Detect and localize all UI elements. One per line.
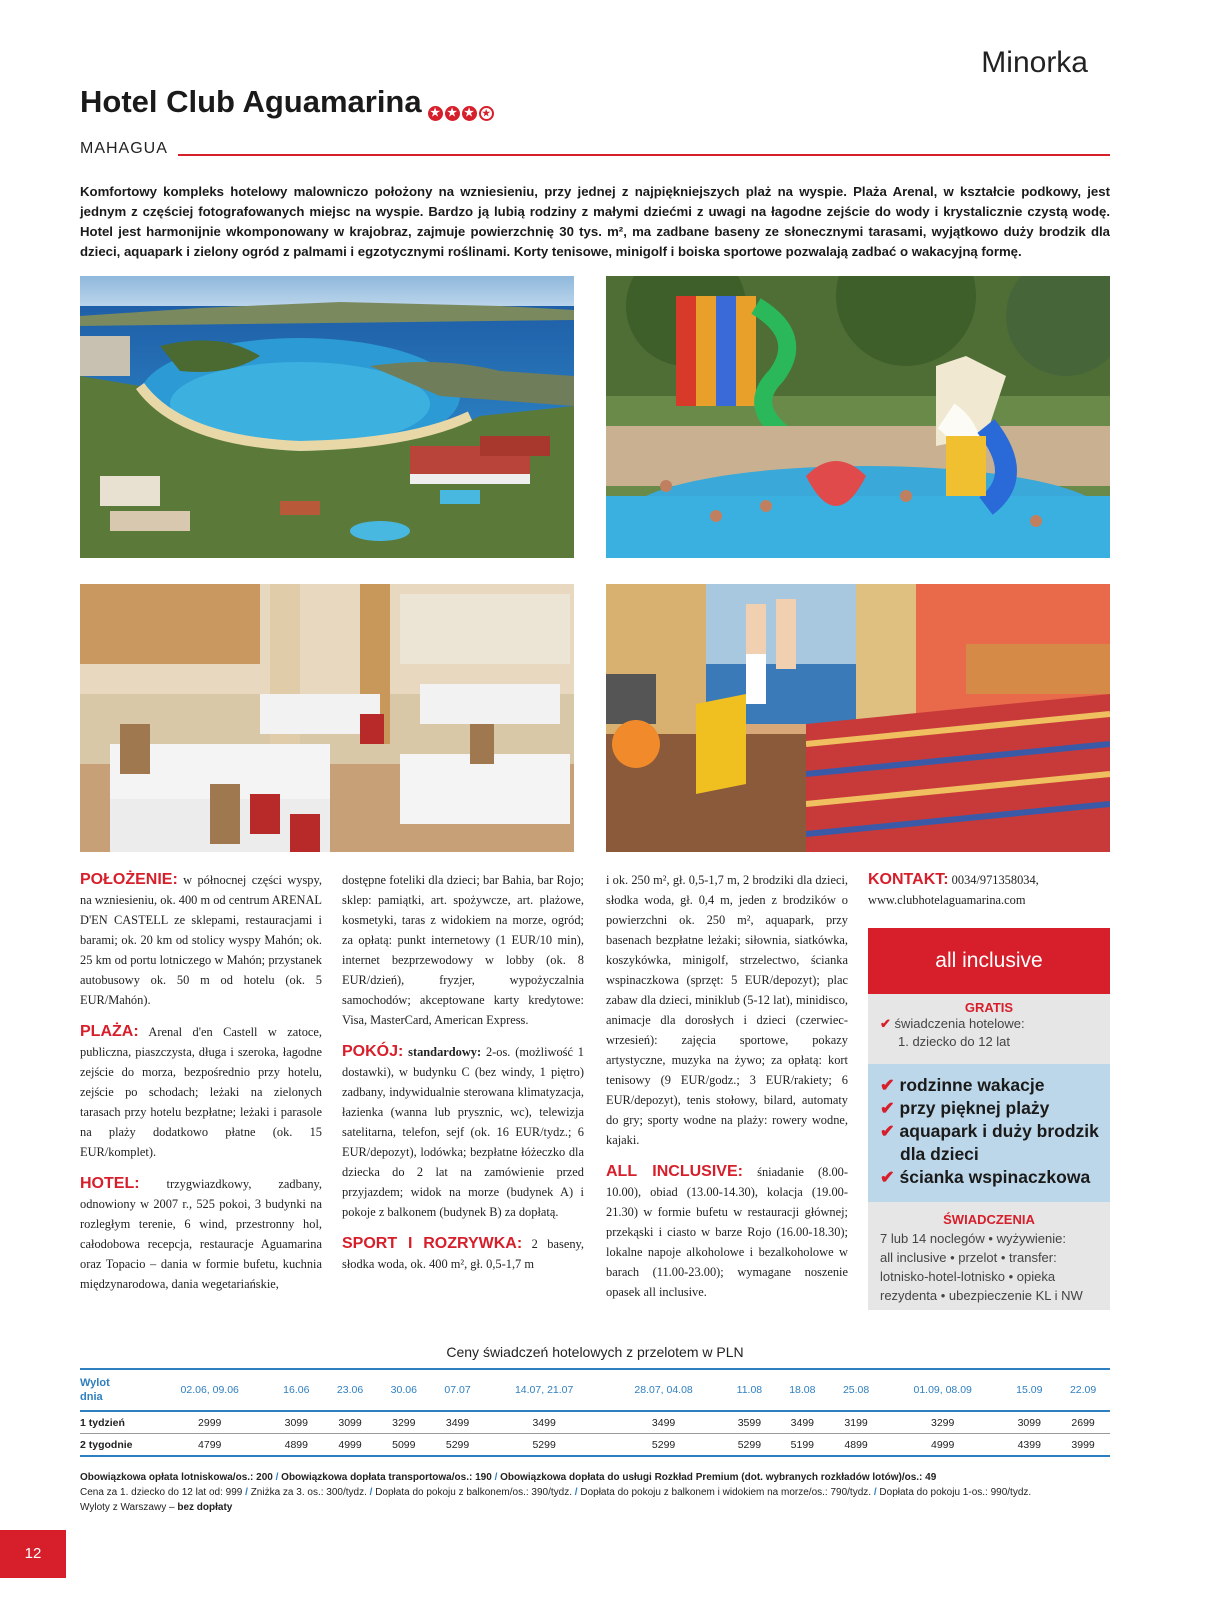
check-icon: ✔ (880, 1098, 895, 1118)
services-line: rezydenta • ubezpieczenie KL i NW (880, 1288, 1083, 1303)
date-cell: 23.06 (323, 1369, 377, 1411)
price-cell: 3599 (723, 1411, 775, 1434)
price-cell: 3499 (431, 1411, 485, 1434)
sport-section-cont: i ok. 250 m², gł. 0,5-1,7 m, 2 brodziki dla dzieci, słodka woda, gł. 0,4 m, jeden z brodzików o powierzchni ok. 250 m², aquapark, przy basenach bezpłatne leżaki; siłownia, siatkówka, koszykówka, minigolf, strzelectwo, ścianka wspinaczkowa (sprzęt: 5 EUR/depozyt); plac zabaw dla dzieci, miniklub (5-12 lat), minidisco, animacje dla dorosłych i dzieci (czerwiec-wrzesień): zajęcia sportowe, pokazy artystyczne, muzyka na żywo; za opłatą: kort tenisowy (9 EUR/godz.; 3 EUR/rakiety; 6 EUR/depozyt), tenis stołowy, bilard, automaty do gry; sporty wodne na plaży: rowery wodne, kajaki. (606, 873, 848, 1147)
date-cell: 18.08 (775, 1369, 829, 1411)
price-cell: 5299 (484, 1434, 603, 1457)
feature-item: ✔ ścianka wspinaczkowa (880, 1167, 1091, 1187)
hotel-continued: dostępne foteliki dla dzieci; bar Bahia, bar Rojo; sklep: pamiątki, art. spożywcze, art. plażowe, kosmetyki, taras z widokiem na morze, ogród; za opłatą: punkt internetowy (1 EUR/10 min), internet bezprzewodowy w lobby (ok. 8 EUR/dzień), fryzjer, wypożyczalnia samochodów; akceptowane karty kredytowe: Visa, MasterCard, American Express. (342, 873, 584, 1027)
price-cell: 4399 (1002, 1434, 1056, 1457)
price-cell: 5299 (604, 1434, 723, 1457)
price-cell: 3499 (484, 1411, 603, 1434)
price-table-title: Ceny świadczeń hotelowych z przelotem w PLN (446, 1344, 744, 1360)
date-cell: 16.06 (269, 1369, 323, 1411)
date-cell: 14.07, 21.07 (484, 1369, 603, 1411)
room-subheading: standardowy: (403, 1045, 482, 1059)
price-cell: 5099 (377, 1434, 431, 1457)
allinclusive-text: śniadanie (8.00-10.00), obiad (13.00-14.30), kolacja (19.00-21.30) w formie bufetu w restauracji głównej; przekąski i ciasto w barze Rojo (16.00-18.30); lokalne napoje alkoholowe i bezalkoholowe w barach (11.00-23.00); wymagane noszenie opasek all inclusive. (606, 1165, 848, 1299)
sport-section-start (342, 1234, 584, 1274)
restaurant-photo (80, 584, 574, 852)
feature-item: ✔ aquapark i duży brodzik (880, 1121, 1099, 1141)
beach-heading: PLAŻA: (80, 1023, 139, 1040)
date-cell: 11.08 (723, 1369, 775, 1411)
date-cell: 22.09 (1056, 1369, 1110, 1411)
contact-heading: KONTAKT: (868, 871, 949, 888)
price-cell: 5299 (431, 1434, 485, 1457)
price-cell: 5299 (723, 1434, 775, 1457)
location-heading: POŁOŻENIE: (80, 871, 178, 888)
location-text: w północnej części wyspy, na wzniesieniu, ok. 400 m od centrum ARENAL D'EN CASTELL ze sklepami, restauracjami i barami; ok. 20 km od stolicy wyspy Mahón; ok. 25 km od portu lotniczego w Mahón; przystanek autobusowy ok. 50 m od hotelu (ok. 5 EUR/Mahón). (80, 873, 322, 1007)
room-text: 2-os. (możliwość 1 dostawki), w budynku C (bez windy, 1 piętro) zadbany, indywidualnie sterowana klimatyzacja, łazienka (wanna lub prysznic, wc), telewizja satelitarna, telefon, sejf (ok. 16 EUR/tydz.; 6 EUR/depozyt), lodówka; bezpłatne łóżeczko dla dziecka do 2 lat na zamówienie przed przyjazdem; widok na morze (budynek A) i pokoje z balkonem (budynek B) za dopłatą. (342, 1045, 585, 1219)
price-row-2-weeks (80, 1434, 1110, 1457)
gratis-line-1: świadczenia hotelowe: (894, 1016, 1025, 1031)
price-cell: 2699 (1056, 1411, 1110, 1434)
check-icon: ✔ (880, 1075, 895, 1095)
feature-item: ✔ przy pięknej plaży (880, 1098, 1050, 1118)
services-line: lotnisko-hotel-lotnisko • opieka (880, 1269, 1056, 1284)
notes-line-1: Obowiązkowa opłata lotniskowa/os.: 200 / Obowiązkowa dopłata transportowa/os.: 190 / Obowiązkowa dopłata do usługi Rozkład Premium (dot. wybranych rozkładów lotów)/os.: 49 (80, 1472, 937, 1483)
star-icon: ★ (445, 106, 460, 121)
contact-website[interactable]: www.clubhotelaguamarina.com (868, 893, 1026, 907)
services-box (868, 1202, 1110, 1310)
date-cell: 15.09 (1002, 1369, 1056, 1411)
sport-heading: SPORT I ROZRYWKA: (342, 1235, 523, 1252)
star-icon: ★ (428, 106, 443, 121)
allinclusive-heading: ALL INCLUSIVE: (606, 1163, 743, 1180)
services-heading: ŚWIADCZENIA (943, 1212, 1035, 1227)
hotel-section (80, 1174, 322, 1294)
price-cell: 3099 (269, 1411, 323, 1434)
services-line: all inclusive • przelot • transfer: (880, 1250, 1057, 1265)
page-number: 12 (0, 1530, 66, 1578)
gratis-box (868, 994, 1110, 1064)
date-cell: 01.09, 08.09 (883, 1369, 1002, 1411)
column-2-content (342, 870, 584, 1286)
price-cell: 3499 (775, 1411, 829, 1434)
date-cell: 30.06 (377, 1369, 431, 1411)
price-cell: 3299 (377, 1411, 431, 1434)
beach-text: Arenal d'en Castell w zatoce, publiczna, piaszczysta, długa i szeroka, łagodne zejście do morza, bezpośrednio przy hotelu, zejście po schodach; leżaki na zielonych tarasach przy hotelu bezpłatne; leżaki i parasole na plaży dodatkowo płatne (ok. 15 EUR/komplet). (80, 1025, 322, 1159)
notes-line-2: Cena za 1. dziecko do 12 lat od: 999 / Zniżka za 3. os.: 300/tydz. / Dopłata do pokoju z balkonem/os.: 390/tydz. / Dopłata do pokoju z balkonem i widokiem na morze/os.: 790/tydz. / Dopłata do pokoju 1-os.: 990/tydz. (80, 1487, 1032, 1498)
allinclusive-section (606, 1162, 848, 1302)
price-cell: 3199 (829, 1411, 883, 1434)
column-3 (606, 870, 848, 1314)
price-cell: 2999 (150, 1411, 269, 1434)
location-section (80, 870, 322, 1010)
contact-info (868, 870, 1110, 910)
hotel-text: trzygwiazdkowy, zadbany, odnowiony w 2007 r., 525 pokoi, 3 budynki na rozległym terenie, 6 wind, przestronny hol, całodobowa recepcja, restauracje Aguamarina oraz Topacio – dania w formie bufetu, kuchnia międzynarodowa, dania wegetariańskie, (80, 1177, 322, 1291)
row-label: 1 tydzień (80, 1411, 150, 1434)
room-section (342, 1042, 584, 1222)
notes-line-3: Wyloty z Warszawy – bez dopłaty (80, 1502, 233, 1513)
feature-item: dla dzieci (900, 1144, 979, 1164)
check-icon: ✔ (880, 1016, 891, 1031)
title-divider (178, 154, 1110, 156)
features-box (868, 1064, 1110, 1202)
check-icon: ✔ (880, 1167, 895, 1187)
feature-item: ✔ rodzinne wakacje (880, 1075, 1045, 1095)
column-1 (80, 870, 322, 1306)
price-cell: 5199 (775, 1434, 829, 1457)
price-cell: 3099 (1002, 1411, 1056, 1434)
region-title: Minorka (981, 46, 1088, 79)
date-cell: 02.06, 09.06 (150, 1369, 269, 1411)
star-outline-icon: ★ (479, 106, 494, 121)
departure-label: Wylot dnia (80, 1369, 150, 1411)
hotel-location: MAHAGUA (80, 140, 168, 157)
price-cell: 4999 (323, 1434, 377, 1457)
price-cell: 4899 (829, 1434, 883, 1457)
price-cell: 3999 (1056, 1434, 1110, 1457)
price-cell: 4799 (150, 1434, 269, 1457)
star-icon: ★ (462, 106, 477, 121)
contact-phone: 0034/971358034, (948, 873, 1039, 887)
price-table-header (80, 1369, 1110, 1411)
price-cell: 3099 (323, 1411, 377, 1434)
sport-text-start: 2 baseny, słodka woda, ok. 400 m², gł. 0,5-1,7 m (342, 1237, 584, 1271)
price-table (80, 1368, 1110, 1457)
intro-text: Komfortowy kompleks hotelowy malowniczo położony na wzniesieniu, przy jednej z najpiękniejszych plaż na wyspie. Plaża Arenal, w kształcie podkowy, jest jednym z częściej fotografowanych miejsc na wyspie. Bardzo ją lubią rodziny z małymi dziećmi z uwagi na łagodne zejście do wody i krystalicznie czystą wodę. Hotel jest harmonijnie wkomponowany w krajobraz, zajmuje powierzchnię 30 tys. m², ma zadbane baseny ze słonecznymi tarasami, wyjątkowo duży brodzik dla dzieci, aquapark i zielony ogród z palmami i egzotycznymi roślinami. Korty tenisowe, minigolf i boiska sportowe pozwalają zadbać o wakacyjną formę. (80, 184, 1110, 259)
gratis-heading: GRATIS (964, 1000, 1014, 1015)
star-rating (428, 88, 496, 124)
services-line: 7 lub 14 noclegów • wyżywienie: (880, 1231, 1066, 1246)
check-icon: ✔ (880, 1121, 895, 1141)
hotel-title (80, 84, 496, 124)
gratis-line-2: 1. dziecko do 12 lat (898, 1034, 1011, 1049)
date-cell: 07.07 (431, 1369, 485, 1411)
price-cell: 4899 (269, 1434, 323, 1457)
date-cell: 25.08 (829, 1369, 883, 1411)
price-cell: 3299 (883, 1411, 1002, 1434)
price-row-1-week (80, 1411, 1110, 1434)
bay-aerial-photo (80, 276, 574, 558)
room-photo (606, 584, 1110, 852)
room-heading: POKÓJ: (342, 1043, 404, 1060)
hotel-heading: HOTEL: (80, 1175, 140, 1192)
price-cell: 4999 (883, 1434, 1002, 1457)
aquapark-photo (606, 276, 1110, 558)
date-cell: 28.07, 04.08 (604, 1369, 723, 1411)
beach-section (80, 1022, 322, 1162)
allinclusive-badge: all inclusive (868, 928, 1110, 994)
row-label: 2 tygodnie (80, 1434, 150, 1457)
price-notes (80, 1470, 1110, 1515)
price-cell: 3499 (604, 1411, 723, 1434)
hotel-name: Hotel Club Aguamarina (80, 84, 422, 119)
